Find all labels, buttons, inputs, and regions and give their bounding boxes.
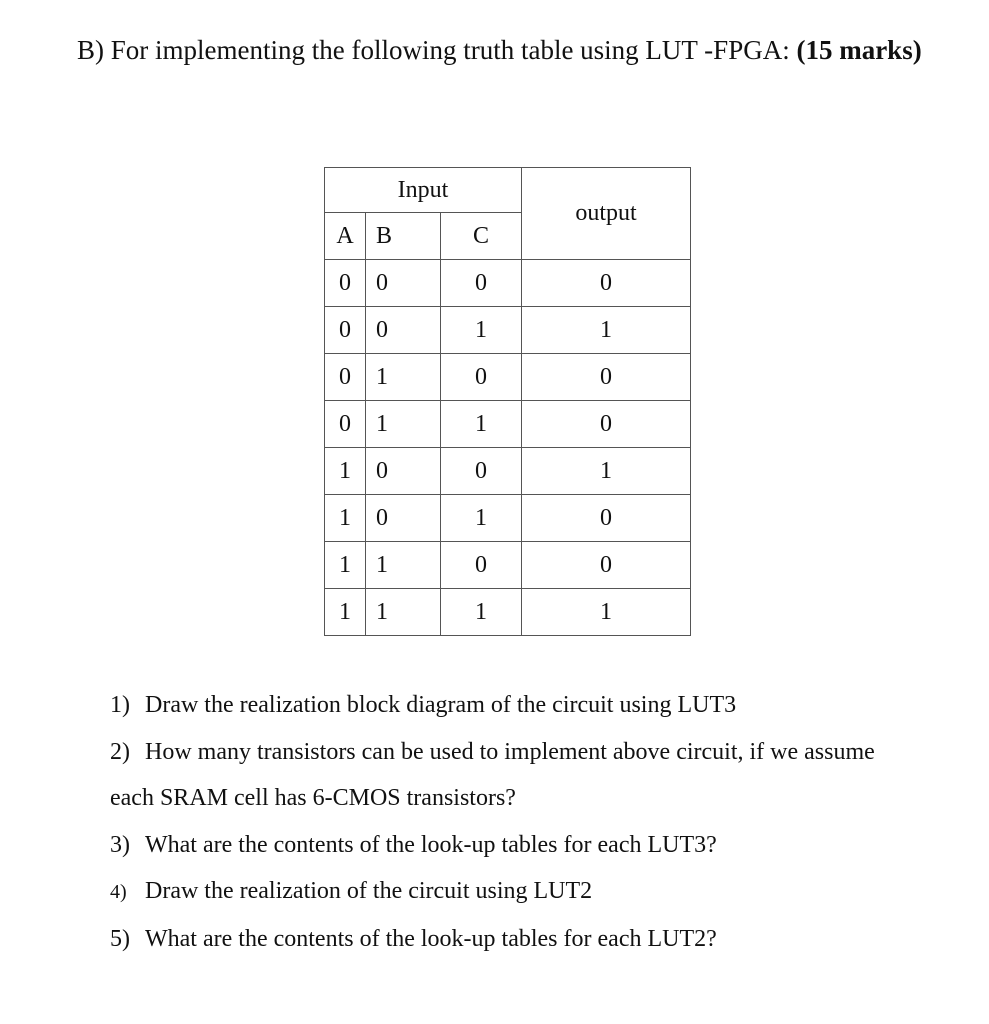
cell-b: 1 — [366, 589, 441, 636]
subquestion-text: Draw the realization of the circuit using LUT2 — [145, 878, 593, 904]
cell-output: 1 — [522, 589, 691, 636]
subquestion-text: How many transistors can be used to implement above circuit, if we assume — [145, 738, 875, 765]
subquestion-number: 2) — [110, 738, 130, 765]
cell-a: 1 — [325, 495, 366, 542]
table-row — [325, 401, 691, 448]
cell-output: 0 — [522, 542, 691, 589]
subquestion-number: 5) — [110, 925, 130, 952]
question-text: B) For implementing the following truth table using LUT -FPGA: — [77, 35, 797, 65]
subquestion-2 — [110, 729, 875, 776]
cell-b: 1 — [366, 354, 441, 401]
header-c: C — [441, 213, 522, 260]
cell-a: 0 — [325, 354, 366, 401]
subquestion-2-continuation: each SRAM cell has 6-CMOS transistors? — [110, 785, 516, 811]
cell-output: 0 — [522, 354, 691, 401]
cell-output: 0 — [522, 401, 691, 448]
cell-a: 1 — [325, 448, 366, 495]
cell-b: 0 — [366, 307, 441, 354]
cell-b: 0 — [366, 495, 441, 542]
cell-a: 0 — [325, 260, 366, 307]
cell-b: 0 — [366, 448, 441, 495]
question-heading — [77, 31, 922, 69]
cell-output: 0 — [522, 495, 691, 542]
question-marks: (15 marks) — [796, 35, 922, 65]
subquestion-text: What are the contents of the look-up tables for each LUT2? — [145, 925, 717, 952]
table-row — [325, 354, 691, 401]
input-group-header: Input — [325, 168, 522, 213]
cell-a: 1 — [325, 589, 366, 636]
cell-c: 0 — [441, 448, 522, 495]
cell-c: 1 — [441, 589, 522, 636]
table-row — [325, 542, 691, 589]
subquestion-3 — [110, 822, 875, 869]
cell-b: 0 — [366, 260, 441, 307]
subquestion-1 — [110, 682, 875, 729]
cell-output: 1 — [522, 307, 691, 354]
cell-c: 1 — [441, 495, 522, 542]
cell-output: 1 — [522, 448, 691, 495]
header-b: B — [366, 213, 441, 260]
subquestion-5 — [110, 916, 875, 963]
cell-output: 0 — [522, 260, 691, 307]
cell-a: 1 — [325, 542, 366, 589]
table-row — [325, 495, 691, 542]
subquestion-4 — [110, 868, 875, 916]
table-row — [325, 307, 691, 354]
cell-b: 1 — [366, 542, 441, 589]
cell-c: 0 — [441, 542, 522, 589]
table-row — [325, 260, 691, 307]
cell-c: 1 — [441, 401, 522, 448]
truth-table — [324, 167, 691, 636]
output-header: output — [522, 168, 691, 260]
header-a: A — [325, 213, 366, 260]
subquestion-number: 3) — [110, 831, 130, 858]
cell-a: 0 — [325, 307, 366, 354]
cell-c: 0 — [441, 354, 522, 401]
table-row — [325, 589, 691, 636]
subquestion-number: 1) — [110, 692, 130, 718]
table-group-header-row — [325, 168, 691, 213]
subquestion-text: Draw the realization block diagram of the circuit using LUT3 — [145, 692, 737, 718]
subquestion-list — [110, 682, 875, 962]
subquestion-number: 4) — [110, 881, 127, 903]
cell-a: 0 — [325, 401, 366, 448]
subquestion-text: What are the contents of the look-up tables for each LUT3? — [145, 831, 717, 858]
cell-b: 1 — [366, 401, 441, 448]
cell-c: 1 — [441, 307, 522, 354]
cell-c: 0 — [441, 260, 522, 307]
table-row — [325, 448, 691, 495]
